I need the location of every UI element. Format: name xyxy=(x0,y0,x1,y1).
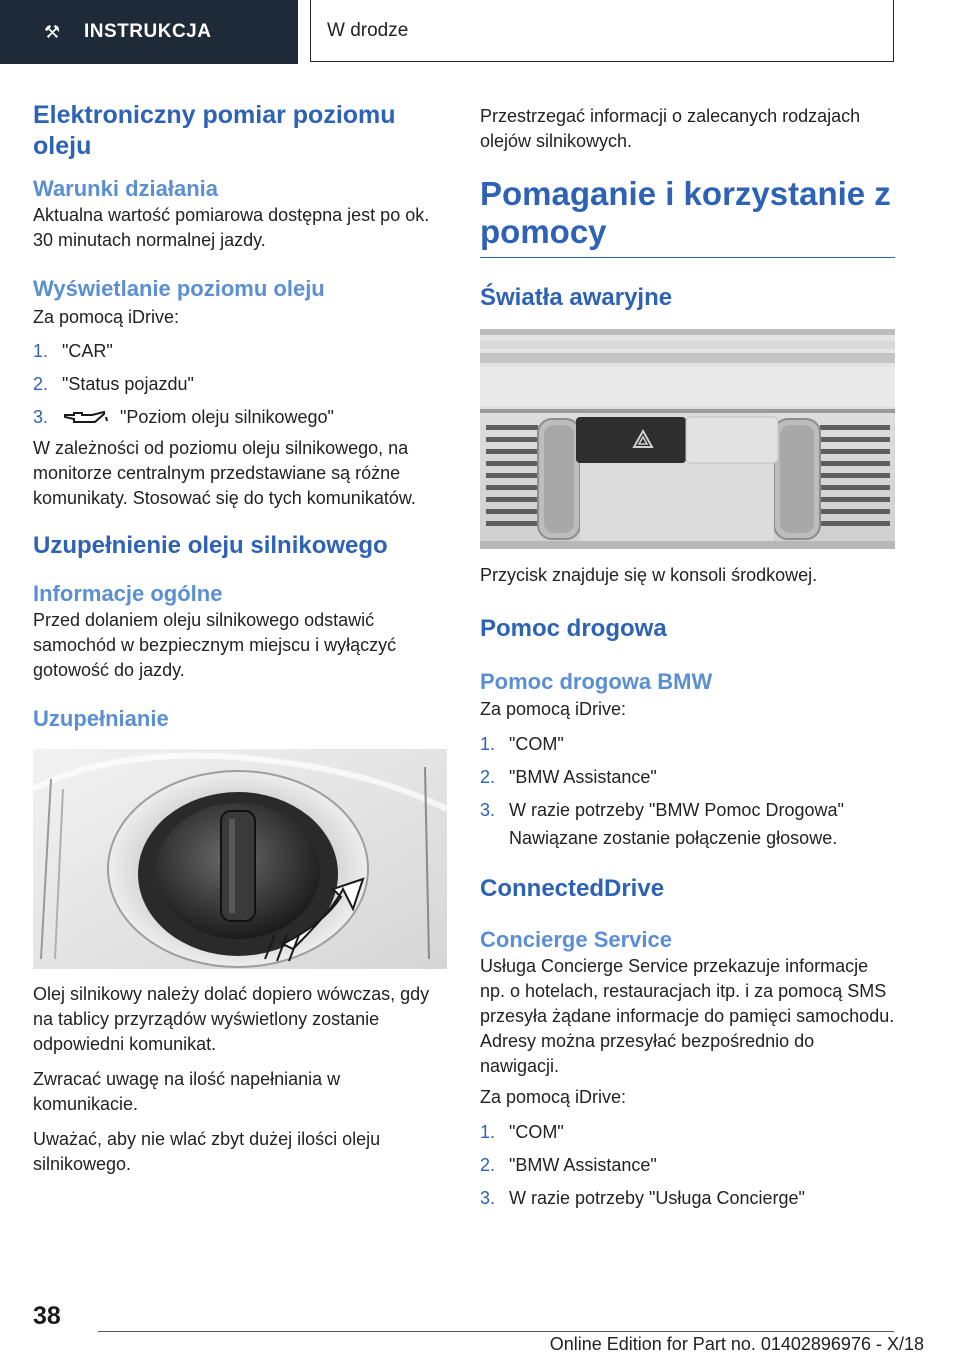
text-idrive-2: Za pomocą iDrive: xyxy=(480,1087,627,1107)
header-section-label: INSTRUKCJA xyxy=(84,21,212,42)
list-item: 3. W razie potrzeby "Usługa Concierge" xyxy=(480,1188,805,1208)
heading-connected-drive: ConnectedDrive xyxy=(480,875,665,902)
list-item: 2. "Status pojazdu" xyxy=(33,374,194,394)
heading-concierge: Concierge Service xyxy=(480,927,672,952)
steps-roadside xyxy=(480,732,895,823)
list-item: 3. "Poziom oleju silnikowego" xyxy=(33,407,334,427)
list-item: 2. "BMW Assistance" xyxy=(480,767,657,787)
page-number: 38 xyxy=(33,1302,61,1330)
heading-bmw-roadside: Pomoc drogowa BMW xyxy=(480,669,713,694)
heading-filling: Uzupełnianie xyxy=(33,706,169,731)
footer-divider xyxy=(98,1331,894,1332)
right-column xyxy=(480,100,895,1219)
text-messages: W zależności od poziomu oleju silnikowego, na monitorze centralnym przedstawiane są różne komunikaty. Stosować się do tych komunikatów. xyxy=(33,438,416,508)
heading-roadside: Pomoc drogowa xyxy=(480,615,667,642)
heading-oil-measurement: Elektroniczny pomiar poziomu oleju xyxy=(33,101,396,160)
list-item: 3. W razie potrzeby "BMW Pomoc Drogowa" xyxy=(480,800,844,820)
text-idrive: Za pomocą iDrive: xyxy=(33,307,180,327)
steps-concierge xyxy=(480,1120,895,1211)
wrench-icon: ⚒ xyxy=(44,21,61,42)
text-hazard: Przycisk znajduje się w konsoli środkowej. xyxy=(480,565,818,585)
edition-note: Online Edition for Part no. 01402896976 - X/18 xyxy=(549,1334,924,1354)
header-chapter xyxy=(310,0,894,62)
heading-chapter-assistance: Pomaganie i korzystanie z pomocy xyxy=(480,175,895,258)
heading-oil-display: Wyświetlanie poziomu oleju xyxy=(33,276,325,301)
text-conditions: Aktualna wartość pomiarowa dostępna jest po ok. 30 minutach normalnej jazdy. xyxy=(33,205,430,250)
header-chapter-label: W drodze xyxy=(327,19,409,41)
heading-topup: Uzupełnienie oleju silnikowego xyxy=(33,532,388,559)
oil-filler-cap-illustration xyxy=(33,749,447,969)
text-concierge: Usługa Concierge Service przekazuje informacje np. o hotelach, restauracjach itp. i za pomocą SMS przesyła żądane informacje do pamięci samochodu. Adresy można przesyłać bezpośrednio do nawigacji. xyxy=(480,956,895,1076)
text-idrive-1: Za pomocą iDrive: xyxy=(480,699,627,719)
list-item: 1. "COM" xyxy=(480,1122,564,1142)
text-fill-3: Uważać, aby nie wlać zbyt dużej ilości oleju silnikowego. xyxy=(33,1129,381,1174)
text-general: Przed dolaniem oleju silnikowego odstawić samochód w bezpiecznym miejscu i wyłączyć gotowość do jazdy. xyxy=(33,610,397,680)
text-oil-types: Przestrzegać informacji o zalecanych rodzajach olejów silnikowych. xyxy=(480,106,861,151)
list-item: 2. "BMW Assistance" xyxy=(480,1155,657,1175)
oil-can-icon xyxy=(62,408,110,428)
text-voice-connection: Nawiązane zostanie połączenie głosowe. xyxy=(509,828,838,848)
list-item: 1. "CAR" xyxy=(33,341,113,361)
text-fill-2: Zwracać uwagę na ilość napełniania w komunikacie. xyxy=(33,1069,341,1114)
list-item: 1. "COM" xyxy=(480,734,564,754)
heading-hazard-lights: Światła awaryjne xyxy=(480,284,673,311)
left-column xyxy=(33,100,447,1177)
heading-conditions: Warunki działania xyxy=(33,176,219,201)
heading-general: Informacje ogólne xyxy=(33,581,223,606)
steps-oil-display xyxy=(33,339,447,430)
header-section-tab xyxy=(0,0,298,64)
hazard-button-illustration xyxy=(480,329,895,549)
text-fill-1: Olej silnikowy należy dolać dopiero wówczas, gdy na tablicy przyrządów wyświetlony zostanie odpowiedni komunikat. xyxy=(33,984,430,1054)
